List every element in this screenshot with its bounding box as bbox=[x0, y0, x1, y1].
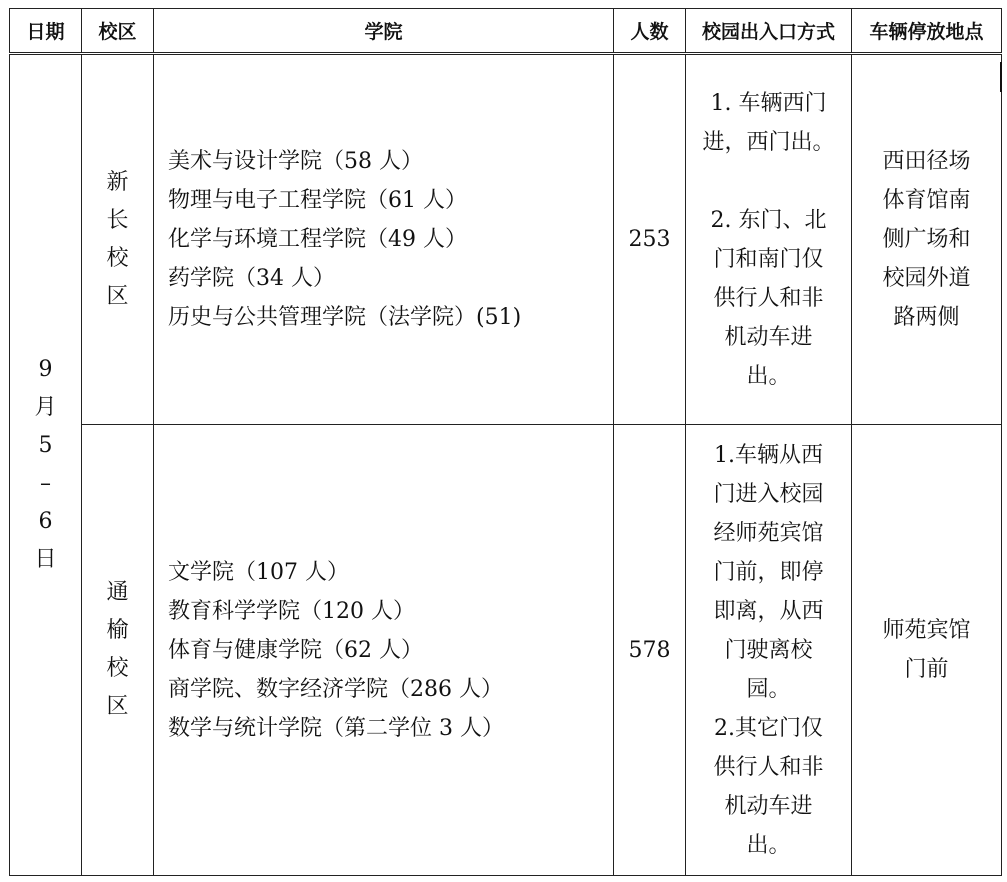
count-cell: 578 bbox=[614, 425, 686, 876]
campus-char: 区 bbox=[106, 694, 129, 719]
campus-char: 校 bbox=[106, 245, 129, 271]
parking-cell bbox=[852, 425, 1002, 876]
college-item: 教育科学学院（120 人） bbox=[168, 598, 415, 624]
access-line: 出。 bbox=[746, 832, 791, 858]
access-line: 出。 bbox=[746, 363, 791, 389]
campus-cell bbox=[82, 425, 154, 876]
table-row bbox=[10, 425, 1002, 876]
date-char: 9 bbox=[38, 357, 53, 382]
access-line: 门驶离校 bbox=[724, 637, 813, 663]
college-item: 商学院、数字经济学院（286 人） bbox=[168, 676, 503, 702]
date-cell bbox=[10, 54, 82, 876]
college-item: 药学院（34 人） bbox=[168, 266, 335, 291]
campus-cell bbox=[82, 54, 154, 425]
parking-line: 师苑宾馆 bbox=[882, 618, 971, 643]
date-char: 日 bbox=[34, 547, 57, 572]
access-line: 门和南门仅 bbox=[713, 246, 824, 272]
campus-char: 通 bbox=[106, 580, 129, 605]
header-access: 校园出入口方式 bbox=[686, 9, 852, 54]
access-line: 机动车进 bbox=[724, 324, 813, 350]
access-line: 1. 车辆西门 bbox=[710, 90, 827, 116]
access-line: 进，西门出。 bbox=[702, 129, 835, 155]
header-row bbox=[10, 9, 1002, 54]
access-line: 门进入校园 bbox=[713, 481, 824, 507]
parking-line: 校园外道 bbox=[882, 266, 971, 291]
access-line: 机动车进 bbox=[724, 793, 813, 819]
college-item: 体育与健康学院（62 人） bbox=[168, 637, 423, 663]
parking-cell bbox=[852, 54, 1002, 425]
campus-char: 长 bbox=[106, 207, 129, 233]
header-college: 学院 bbox=[154, 9, 614, 54]
date-char: – bbox=[40, 471, 51, 496]
header-campus: 校区 bbox=[82, 9, 154, 54]
date-char: 5 bbox=[38, 433, 53, 458]
table-row bbox=[10, 54, 1002, 425]
date-char: 月 bbox=[34, 395, 57, 420]
count-cell: 253 bbox=[614, 54, 686, 425]
text-cursor bbox=[1000, 62, 1002, 92]
access-line: 即离，从西 bbox=[713, 598, 824, 624]
header-date: 日期 bbox=[10, 9, 82, 54]
access-line: 供行人和非 bbox=[713, 754, 824, 780]
campus-char: 区 bbox=[106, 283, 129, 309]
parking-line: 西田径场 bbox=[882, 149, 971, 174]
date-char: 6 bbox=[38, 509, 53, 534]
header-parking: 车辆停放地点 bbox=[852, 9, 1002, 54]
parking-line: 体育馆南 bbox=[882, 188, 971, 213]
access-line: 经师苑宾馆 bbox=[713, 520, 824, 546]
campus-char: 榆 bbox=[106, 618, 129, 643]
college-item: 化学与环境工程学院（49 人） bbox=[168, 227, 467, 252]
header-count: 人数 bbox=[614, 9, 686, 54]
access-line: 园。 bbox=[746, 676, 791, 702]
parking-line: 门前 bbox=[904, 657, 949, 682]
arrival-schedule-table bbox=[9, 8, 1002, 876]
parking-line: 侧广场和 bbox=[882, 227, 971, 252]
access-line: 2.其它门仅 bbox=[714, 715, 823, 741]
college-item: 历史与公共管理学院（法学院）(51) bbox=[168, 305, 522, 330]
access-line: 1.车辆从西 bbox=[714, 442, 823, 468]
access-cell bbox=[686, 425, 852, 876]
campus-char: 校 bbox=[106, 656, 129, 681]
access-line: 供行人和非 bbox=[713, 285, 824, 311]
access-cell bbox=[686, 54, 852, 425]
college-list-cell bbox=[154, 54, 614, 425]
access-line: 门前，即停 bbox=[713, 559, 824, 585]
access-line: 2. 东门、北 bbox=[710, 207, 827, 233]
college-item: 美术与设计学院（58 人） bbox=[168, 149, 423, 174]
campus-char: 新 bbox=[106, 169, 129, 195]
college-item: 文学院（107 人） bbox=[168, 559, 349, 585]
college-item: 数学与统计学院（第二学位 3 人） bbox=[168, 715, 504, 741]
college-item: 物理与电子工程学院（61 人） bbox=[168, 188, 467, 213]
parking-line: 路两侧 bbox=[893, 305, 960, 330]
college-list-cell bbox=[154, 425, 614, 876]
